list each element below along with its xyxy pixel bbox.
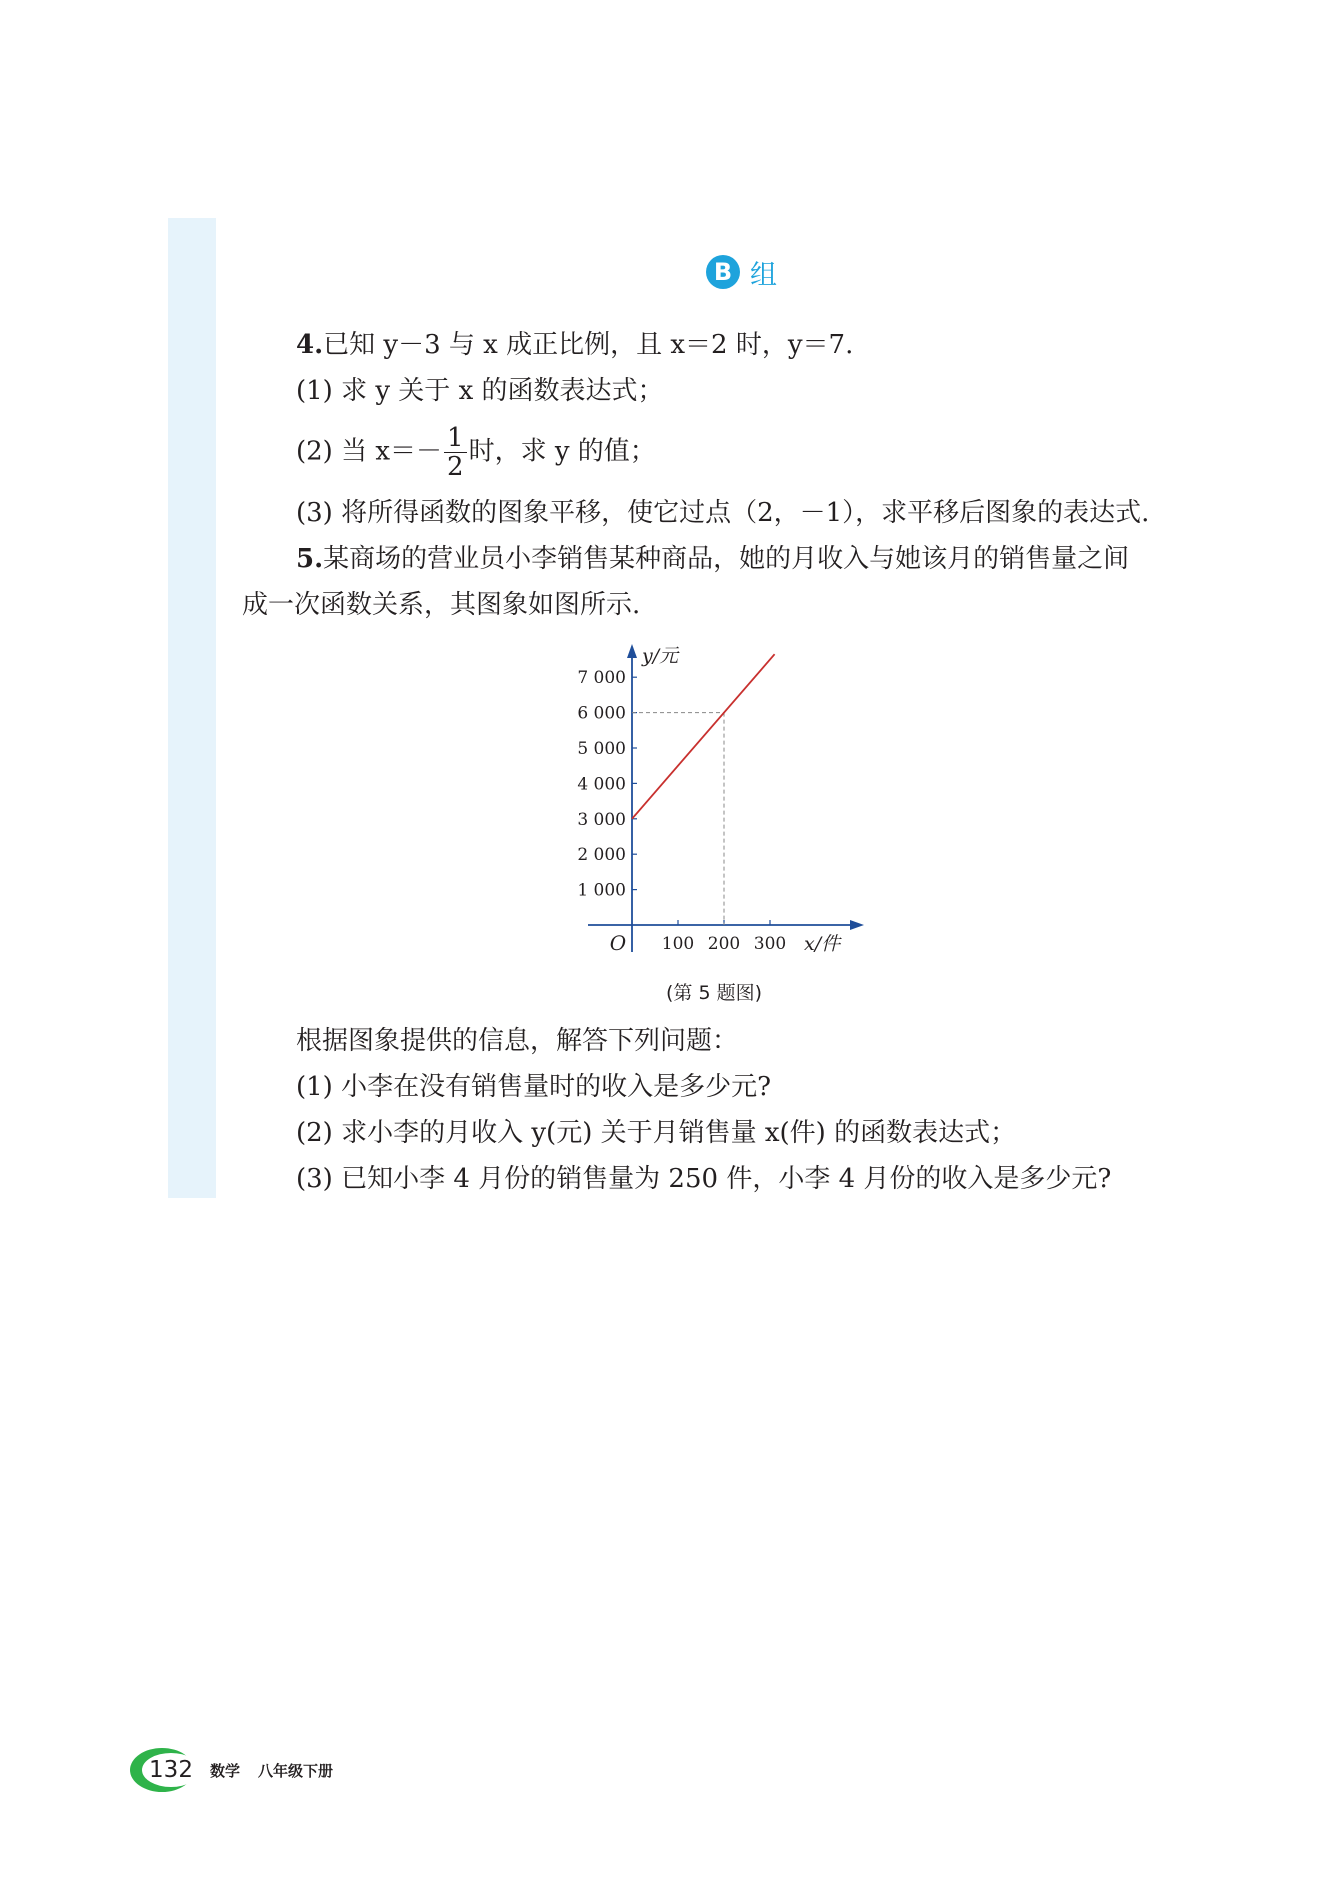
group-title: 组 — [750, 259, 777, 291]
q5-part3: (3) 已知小李 4 月份的销售量为 250 件，小李 4 月份的收入是多少元? — [296, 1164, 1112, 1194]
q4-part2 — [296, 424, 656, 481]
q5-part2: (2) 求小李的月收入 y(元) 关于月销售量 x(件) 的函数表达式； — [296, 1118, 1017, 1148]
fraction-denominator: 2 — [447, 452, 464, 482]
group-badge: B — [706, 255, 740, 289]
x-tick-label: 100 — [661, 934, 695, 954]
q4-stem: 已知 y－3 与 x 成正比例，且 x＝2 时，y＝7. — [323, 330, 854, 360]
group-heading — [706, 252, 777, 292]
x-tick-label: 300 — [753, 934, 787, 954]
y-axis-arrow — [627, 644, 637, 658]
q4-part1: (1) 求 y 关于 x 的函数表达式； — [296, 376, 664, 406]
q5-number: 5. — [296, 544, 324, 574]
chart-caption: (第 5 题图) — [666, 982, 762, 1004]
y-tick-label: 1 000 — [577, 880, 626, 901]
book-volume: 八年级下册 — [258, 1762, 334, 1780]
y-axis-label: y/元 — [642, 645, 679, 667]
income-line — [632, 654, 775, 819]
margin-strip — [168, 218, 216, 1198]
y-tick-label: 5 000 — [577, 739, 626, 759]
x-tick-label: 200 — [707, 934, 741, 954]
q4-part2-prefix: (2) 当 x＝－ — [296, 436, 443, 467]
fraction — [444, 424, 467, 481]
book-title — [210, 1760, 351, 1781]
q5-stem-line1 — [296, 542, 1129, 576]
income-chart — [560, 640, 880, 970]
y-tick-label: 6 000 — [577, 703, 626, 724]
x-axis-label: x/件 — [804, 933, 841, 955]
book-subject: 数学 — [210, 1762, 241, 1780]
q4-part3: (3) 将所得函数的图象平移，使它过点（2，－1），求平移后图象的表达式. — [296, 498, 1150, 528]
q4-number: 4. — [296, 330, 324, 360]
q4-stem-line — [296, 328, 853, 362]
chart-svg — [560, 640, 880, 970]
y-tick-label: 4 000 — [577, 774, 626, 795]
q4-part2-suffix: 时，求 y 的值； — [468, 436, 656, 467]
q5-intro: 根据图象提供的信息，解答下列问题： — [296, 1026, 739, 1056]
y-tick-label: 7 000 — [577, 668, 626, 689]
q5-stem-text: 某商场的营业员小李销售某种商品，她的月收入与她该月的销售量之间 — [323, 544, 1130, 574]
origin-label: O — [609, 931, 627, 955]
fraction-numerator: 1 — [444, 424, 467, 453]
q5-stem-line2: 成一次函数关系，其图象如图所示. — [242, 590, 641, 620]
page-number: 132 — [142, 1753, 200, 1787]
y-tick-label: 3 000 — [577, 809, 626, 830]
x-axis-arrow — [850, 920, 864, 930]
y-tick-label: 2 000 — [577, 845, 626, 866]
q5-part1: (1) 小李在没有销售量时的收入是多少元? — [296, 1072, 772, 1102]
